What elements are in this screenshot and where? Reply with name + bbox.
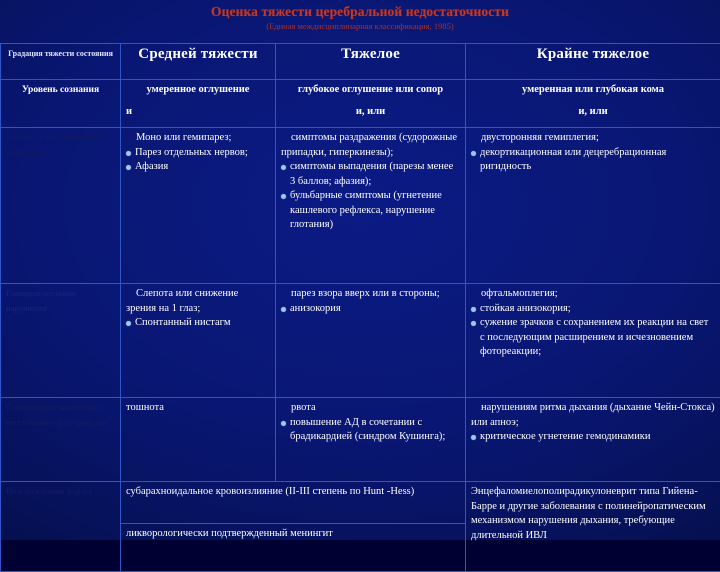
title-block: [0, 4, 720, 32]
list-item: стойкая анизокория;: [480, 303, 571, 314]
row-label-nosology: [1, 482, 121, 572]
cell-extreme-nosology: [466, 482, 720, 572]
header-cell-extreme: [466, 44, 720, 80]
row-label-somatic: [1, 398, 121, 482]
list-item: рвота: [281, 401, 460, 416]
severity-table: [0, 43, 720, 572]
gradation-moderate-label: Средней тяжести: [138, 46, 257, 62]
cell-nosology-sah: [121, 482, 466, 524]
row-label-focal-symptoms: [1, 128, 121, 284]
cell-severe-somatic: [276, 398, 466, 482]
consciousness-extreme-conjunction: и, или: [471, 105, 715, 120]
list-item: Парез отдельных нервов;: [135, 147, 248, 158]
gradation-extreme-label: Крайне тяжелое: [537, 46, 649, 62]
cell-moderate-oculomotor: [121, 284, 276, 398]
corner-label: Градация тяжести состояния: [8, 49, 113, 58]
list-item: Слепота или снижение зрения на 1 глаз;: [126, 287, 270, 316]
table-row-consciousness: [1, 80, 720, 128]
cell-moderate-somatic: [121, 398, 276, 482]
list-item: анизокория: [290, 303, 341, 314]
list-item: декортикационная или децеребрационная ригидность: [480, 147, 666, 173]
gradation-severe-label: Тяжелое: [341, 46, 400, 62]
list-item: Энцефаломиелополирадикулоневрит типа Гийена-Барре и другие заболевания с полинейропатическим механизмом нарушения дыхания, требующие длительной ИВЛ: [471, 486, 706, 541]
table-row: [1, 398, 720, 482]
page-subtitle: (Единая междисциплинарная классификация, 1985): [0, 20, 720, 32]
cell-severe-oculomotor: [276, 284, 466, 398]
cell-moderate-focal: [121, 128, 276, 284]
consciousness-severe: [276, 80, 466, 128]
table-row: [1, 284, 720, 398]
list-item: повышение АД в сочетании с брадикардией (синдром Кушинга);: [290, 417, 445, 443]
consciousness-row-label: Уровень сознания: [22, 85, 99, 95]
consciousness-severe-conjunction: и, или: [281, 105, 460, 120]
header-cell-moderate: [121, 44, 276, 80]
list-item: Моно или гемипарез;: [126, 131, 270, 146]
consciousness-extreme: [466, 80, 720, 128]
cell-nosology-meningitis: [121, 524, 466, 572]
cell-extreme-focal: [466, 128, 720, 284]
consciousness-moderate-value: умеренное оглушение: [147, 84, 250, 95]
table-row: [1, 482, 720, 524]
list-item: симптомы выпадения (парезы менее 3 баллов; афазия);: [290, 161, 453, 187]
table-header-gradations: [1, 44, 720, 80]
row-label-consciousness: [1, 80, 121, 128]
header-cell-severe: [276, 44, 466, 80]
row-label-text: Очаговые неврологические симптомы: [6, 133, 106, 157]
page-title: Оценка тяжести церебральной недостаточности: [0, 4, 720, 20]
list-item: тошнота: [126, 402, 164, 413]
list-item: критическое угнетение гемодинамики: [480, 431, 651, 442]
list-item: сужение зрачков с сохранением их реакции на свет с последующим расширением и исчезновением фотореакции;: [480, 317, 708, 357]
consciousness-severe-value: глубокое оглушение или сопор: [298, 84, 443, 95]
cell-extreme-oculomotor: [466, 284, 720, 398]
list-item: ликворологически подтвержденный менингит: [126, 528, 333, 539]
list-item: симптомы раздражения (судорожные припадки, гиперкинезы);: [281, 131, 460, 160]
row-label-text: Нозологические формы: [6, 487, 92, 496]
consciousness-moderate-conjunction: и: [126, 105, 270, 120]
table-row: [1, 128, 720, 284]
row-label-oculomotor: [1, 284, 121, 398]
row-label-text: Глазодвигательные нарушения: [6, 289, 77, 313]
list-item: бульбарные симптомы (угнетение кашлевого рефлекса, нарушение глотания): [290, 190, 442, 230]
row-label-text: Соматические нарушения, вегетативные расстройства: [6, 403, 106, 427]
consciousness-moderate: [121, 80, 276, 128]
list-item: Афазия: [135, 161, 168, 172]
cell-extreme-somatic: [466, 398, 720, 482]
list-item: парез взора вверх или в стороны;: [281, 287, 460, 302]
list-item: Спонтанный нистагм: [135, 317, 231, 328]
list-item: субарахноидальное кровоизлияние (II-III степень по Hunt -Hess): [126, 486, 414, 497]
list-item: двусторонняя гемиплегия;: [471, 131, 715, 146]
consciousness-extreme-value: умеренная или глубокая кома: [522, 84, 664, 95]
list-item: нарушениям ритма дыхания (дыхание Чейн-Стокса) или апноэ;: [471, 401, 715, 430]
list-item: офтальмоплегия;: [471, 287, 715, 302]
cell-severe-focal: [276, 128, 466, 284]
corner-cell: [1, 44, 121, 80]
